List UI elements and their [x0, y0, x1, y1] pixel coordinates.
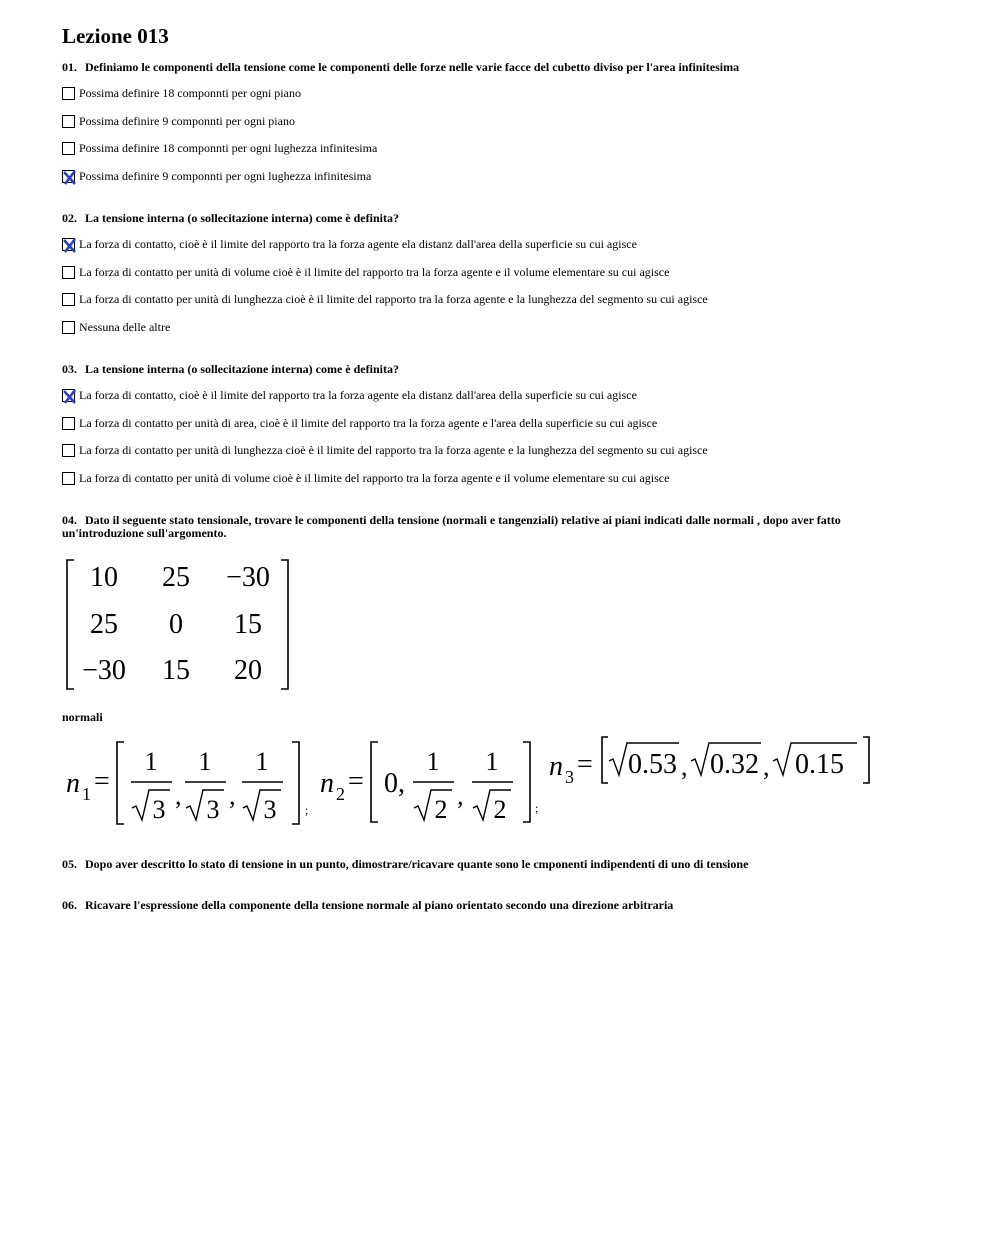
option-1-2[interactable] — [62, 113, 295, 129]
separator: ; — [535, 801, 539, 815]
equals-sign: = — [348, 766, 364, 797]
n3-symbol: n — [549, 751, 563, 782]
comma: , — [457, 781, 464, 810]
option-label: Possima definire 18 componnti per ogni lughezza infinitesima — [79, 140, 378, 155]
option-label: La forza di contatto per unità di volume cioè è il limite del rapporto tra la forza agente e il volume elementare su cui agisce — [79, 264, 670, 279]
n1-subscript: 1 — [82, 784, 91, 804]
n3-component: 0.15 — [795, 749, 844, 780]
question-number: 06. — [62, 898, 77, 912]
matrix-cell: 25 — [162, 562, 190, 593]
option-label: Possima definire 9 componnti per ogni lughezza infinitesima — [79, 168, 372, 183]
page-title: Lezione 013 — [62, 24, 169, 48]
question-number: 03. — [62, 362, 77, 376]
normal-n3 — [545, 733, 875, 794]
matrix-cell: −30 — [82, 655, 126, 686]
option-label: La forza di contatto per unità di volume cioè è il limite del rapporto tra la forza agente e il volume elementare su cui agisce — [79, 470, 670, 485]
option-label: Possima definire 18 componnti per ogni piano — [79, 85, 301, 100]
left-bracket — [117, 742, 124, 824]
checkbox[interactable] — [62, 417, 75, 430]
numerator: 1 — [485, 747, 499, 776]
checkbox[interactable] — [62, 142, 75, 155]
checkbox[interactable] — [62, 87, 75, 100]
matrix-cell: 15 — [234, 609, 262, 640]
equals-sign: = — [94, 766, 110, 797]
checkbox[interactable] — [62, 389, 75, 402]
checkbox[interactable] — [62, 444, 75, 457]
radicand: 2 — [493, 795, 507, 824]
question-text: La tensione interna (o sollecitazione interna) come è definita? — [85, 362, 399, 376]
matrix-cell: −30 — [226, 562, 270, 593]
matrix-cell: 20 — [234, 655, 262, 686]
option-2-2[interactable] — [62, 264, 669, 280]
option-1-1[interactable] — [62, 85, 301, 101]
stress-matrix-svg — [62, 555, 294, 695]
option-label: Possima definire 9 componnti per ogni piano — [79, 113, 295, 128]
radicand: 2 — [434, 795, 448, 824]
option-label: La forza di contatto per unità di lunghezza cioè è il limite del rapporto tra la forza agente e la lunghezza del segmento su cui agisce — [79, 442, 708, 457]
question-text: Ricavare l'espressione della componente della tensione normale al piano orientato secondo una direzione arbitraria — [85, 898, 674, 912]
question-05 — [62, 858, 748, 871]
check-mark-icon — [62, 387, 78, 405]
comma: , — [175, 781, 182, 810]
zero-component: 0, — [384, 768, 405, 799]
checkbox[interactable] — [62, 293, 75, 306]
radicand: 3 — [263, 795, 277, 824]
option-2-4[interactable] — [62, 319, 170, 335]
option-label: La forza di contatto per unità di lunghezza cioè è il limite del rapporto tra la forza agente e la lunghezza del segmento su cui agisce — [79, 291, 708, 306]
question-01 — [62, 61, 739, 74]
option-3-4[interactable] — [62, 470, 669, 486]
question-text: La tensione interna (o sollecitazione interna) come è definita? — [85, 211, 399, 225]
n3-component: 0.32 — [710, 749, 759, 780]
radicand: 3 — [152, 795, 166, 824]
fraction — [185, 747, 226, 824]
fraction — [413, 747, 454, 824]
checkbox[interactable] — [62, 238, 75, 251]
normals-label: normali — [62, 710, 103, 724]
option-3-2[interactable] — [62, 415, 657, 431]
checkbox[interactable] — [62, 321, 75, 334]
n3-subscript: 3 — [565, 767, 574, 787]
matrix-cell: 25 — [90, 609, 118, 640]
question-03 — [62, 363, 399, 376]
checkbox[interactable] — [62, 266, 75, 279]
question-04 — [62, 514, 902, 540]
question-number: 04. — [62, 513, 77, 527]
numerator: 1 — [426, 747, 440, 776]
fraction — [472, 747, 513, 824]
radicand: 3 — [206, 795, 220, 824]
right-bracket — [292, 742, 299, 824]
question-text: Definiamo le componenti della tensione come le componenti delle forze nelle varie facce del cubetto diviso per l'area infinitesima — [85, 60, 740, 74]
question-06 — [62, 899, 673, 912]
matrix-cell: 15 — [162, 655, 190, 686]
equals-sign: = — [577, 749, 593, 780]
comma: , — [229, 781, 236, 810]
left-bracket — [67, 560, 74, 689]
n1-symbol: n — [66, 768, 80, 799]
option-1-4[interactable] — [62, 168, 371, 184]
numerator: 1 — [255, 747, 269, 776]
check-mark-icon — [62, 236, 78, 254]
fraction — [242, 747, 283, 824]
option-label: Nessuna delle altre — [79, 319, 171, 334]
stress-matrix — [62, 555, 294, 700]
normal-n1 — [62, 738, 322, 835]
right-bracket — [523, 742, 530, 822]
matrix-cell: 0 — [169, 609, 183, 640]
option-2-3[interactable] — [62, 291, 708, 307]
check-mark-icon — [62, 168, 78, 186]
question-number: 02. — [62, 211, 77, 225]
option-3-3[interactable] — [62, 442, 708, 458]
checkbox[interactable] — [62, 170, 75, 183]
option-label: La forza di contatto per unità di area, cioè è il limite del rapporto tra la forza agente e l'area della superficie su cui agisce — [79, 415, 658, 430]
comma: , — [763, 752, 770, 781]
fraction — [131, 747, 172, 824]
checkbox[interactable] — [62, 472, 75, 485]
matrix-cell: 10 — [90, 562, 118, 593]
numerator: 1 — [198, 747, 212, 776]
option-3-1[interactable] — [62, 387, 637, 403]
option-2-1[interactable] — [62, 236, 637, 252]
numerator: 1 — [144, 747, 158, 776]
checkbox[interactable] — [62, 115, 75, 128]
normal-n2 — [318, 738, 548, 835]
question-text: Dopo aver descritto lo stato di tensione in un punto, dimostrare/ricavare quante sono le cmponenti indipendenti di uno di tensione — [85, 857, 749, 871]
separator: ; — [305, 803, 309, 817]
option-label: La forza di contatto, cioè è il limite del rapporto tra la forza agente ela distanz dall'area della superficie su cui agisce — [79, 236, 637, 251]
left-bracket — [371, 742, 378, 822]
question-number: 01. — [62, 60, 77, 74]
right-bracket — [863, 737, 869, 783]
option-1-3[interactable] — [62, 140, 377, 156]
n3-component: 0.53 — [628, 749, 677, 780]
question-02 — [62, 212, 399, 225]
right-bracket — [281, 560, 288, 689]
question-text: Dato il seguente stato tensionale, trovare le componenti della tensione (normali e tangenziali) relative ai piani indicati dalle normali , dopo aver fatto un'introduzione sull'argomento. — [62, 513, 841, 540]
comma: , — [681, 752, 688, 781]
option-label: La forza di contatto, cioè è il limite del rapporto tra la forza agente ela distanz dall'area della superficie su cui agisce — [79, 387, 637, 402]
n2-subscript: 2 — [336, 784, 345, 804]
question-number: 05. — [62, 857, 77, 871]
n2-symbol: n — [320, 768, 334, 799]
left-bracket — [602, 737, 608, 783]
